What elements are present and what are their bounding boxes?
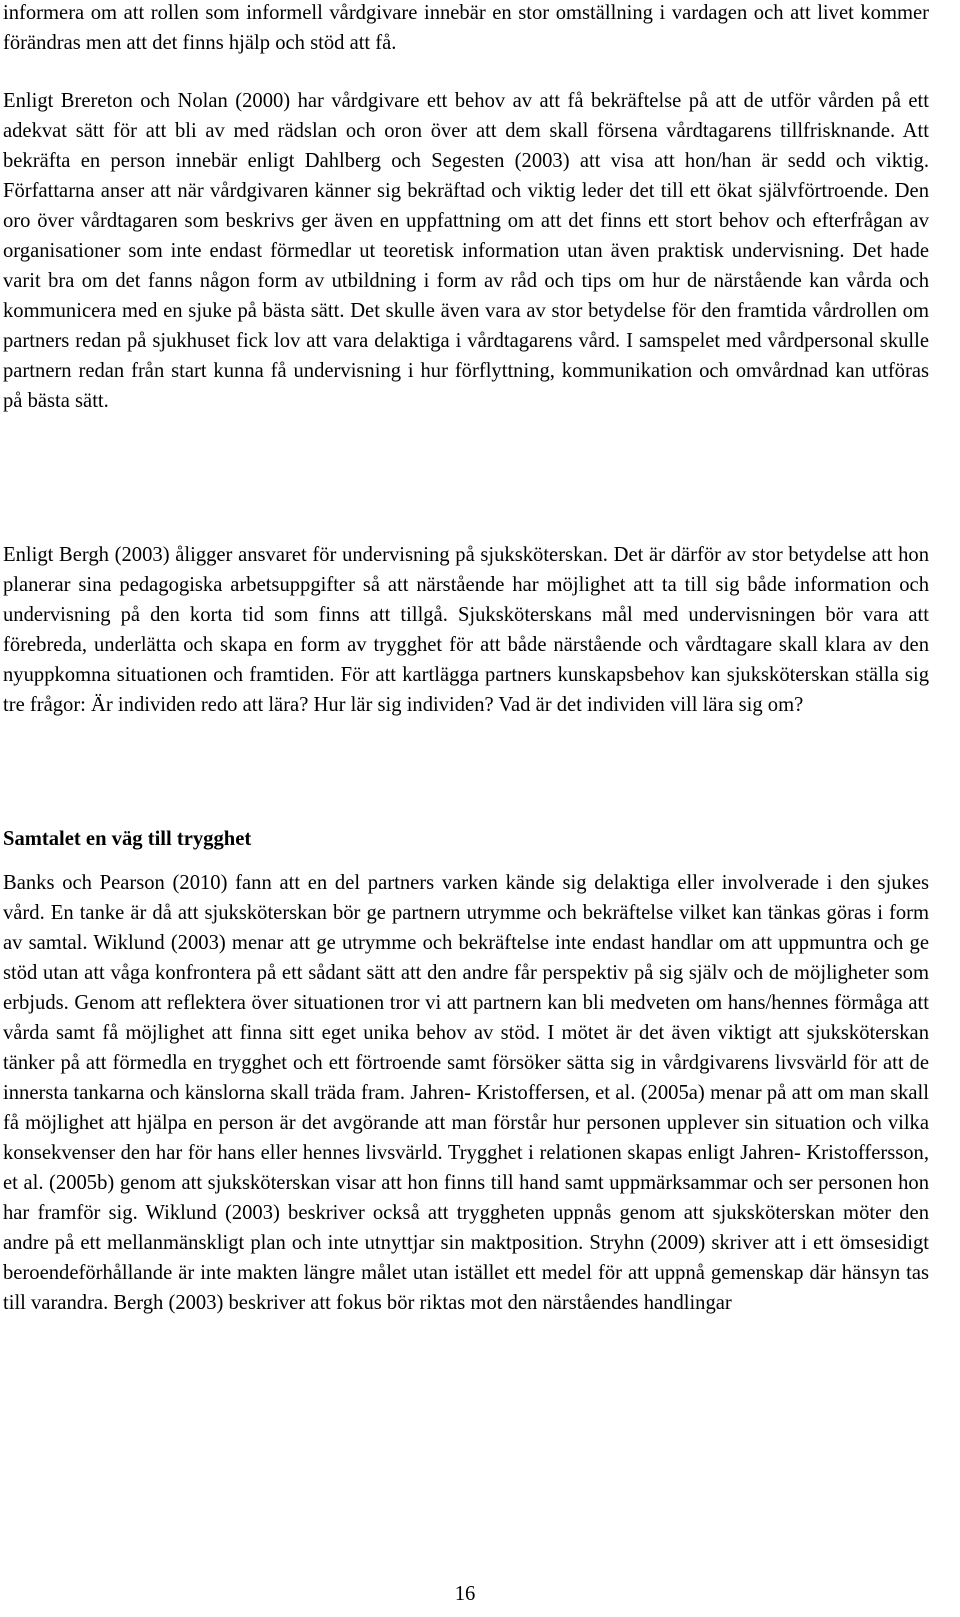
- page-number: 16: [454, 1583, 476, 1605]
- paragraph-bergh: Enligt Bergh (2003) åligger ansvaret för undervisning på sjuksköterskan. Det är därför av stor betydelse att hon planerar sina pedagogiska arbetsuppgifter så att närstående har möjlighet att ta till sig både information och undervisning på den korta tid som finns att tillgå. Sjuksköterskans mål med undervisningen bör vara att förebreda, underlätta och skapa en form av trygghet för att både närstående och vårdtagare skall klara av den nyuppkomna situationen och framtiden. För att kartlägga partners kunskapsbehov kan sjuksköterskan ställa sig tre frågor: Är individen redo att lära? Hur lär sig individen? Vad är det individen vill lära sig om?: [3, 544, 929, 716]
- paragraph-brereton-nolan: Enligt Brereton och Nolan (2000) har vårdgivare ett behov av att få bekräftelse på att de utför vården på ett adekvat sätt för att bli av med rädslan och oron över att dem skall försena vårdtagarens tillfrisknande. Att bekräfta en person innebär enligt Dahlberg och Segesten (2003) att visa att hon/han är sedd och viktig. Författarna anser att när vårdgivaren känner sig bekräftad och viktig leder det till ett ökat självförtroende. Den oro över vårdtagaren som beskrivs ger även en uppfattning om att det finns ett stort behov och efterfrågan av organisationer som inte endast förmedlar ut teoretisk information utan även praktisk undervisning. Det hade varit bra om det fanns någon form av utbildning i form av råd och tips om hur de närstående kan vårda och kommunicera med en sjuke på bästa sätt. Det skulle även vara av stor betydelse för den framtida vårdrollen om partners redan på sjukhuset fick lov att vara delaktiga i vårdtagarens vård. I samspelet med vårdpersonal skulle partnern redan från start kunna få undervisning i hur förflyttning, kommunikation och omvårdnad kan utföras på bästa sätt.: [3, 90, 929, 412]
- section-heading: Samtalet en väg till trygghet: [3, 828, 252, 850]
- paragraph-banks-pearson: Banks och Pearson (2010) fann att en del partners varken kände sig delaktiga eller involverade i den sjukes vård. En tanke är då att sjuksköterskan bör ge partnern utrymme och bekräftelse vilket kan tänkas göras i form av samtal. Wiklund (2003) menar att ge utrymme och bekräftelse inte endast handlar om att uppmuntra och ge stöd utan att våga konfrontera på ett sådant sätt att den andre får perspektiv på sig själv och de möjligheter som erbjuds. Genom att reflektera över situationen tror vi att partnern kan bli medveten om hans/hennes förmåga att vårda samt få möjlighet att finna sitt eget unika behov av stöd. I mötet är det även viktigt att sjuksköterskan tänker på att förmedla en trygghet och ett förtroende samt försöker sätta sig in vårdgivarens livsvärld för att de innersta tankarna och känslorna skall träda fram. Jahren- Kristoffersen, et al. (2005a) menar på att om man skall få möjlighet att hjälpa en person är det avgörande att man förstår hur personen upplever sin situation och vilka konsekvenser den har för hans eller hennes livsvärld. Trygghet i relationen skapas enligt Jahren- Kristoffersson, et al. (2005b) genom att sjuksköterskan visar att hon finns till hand samt uppmärksammar och ser personen hon har framför sig. Wiklund (2003) beskriver också att tryggheten uppnås genom att sjuksköterskan möter den andre på ett mellanmänskligt plan och inte utnyttjar sin maktposition. Stryhn (2009) skriver att i ett ömsesidigt beroendeförhållande är inte makten längre målet utan istället ett medel för att uppnå gemenskap där hänsyn tas till varandra. Bergh (2003) beskriver att fokus bör riktas mot den närståendes handlingar: [3, 872, 929, 1314]
- paragraph-intro-continued: informera om att rollen som informell vårdgivare innebär en stor omställning i vardagen och att livet kommer förändras men att det finns hjälp och stöd att få.: [3, 2, 929, 54]
